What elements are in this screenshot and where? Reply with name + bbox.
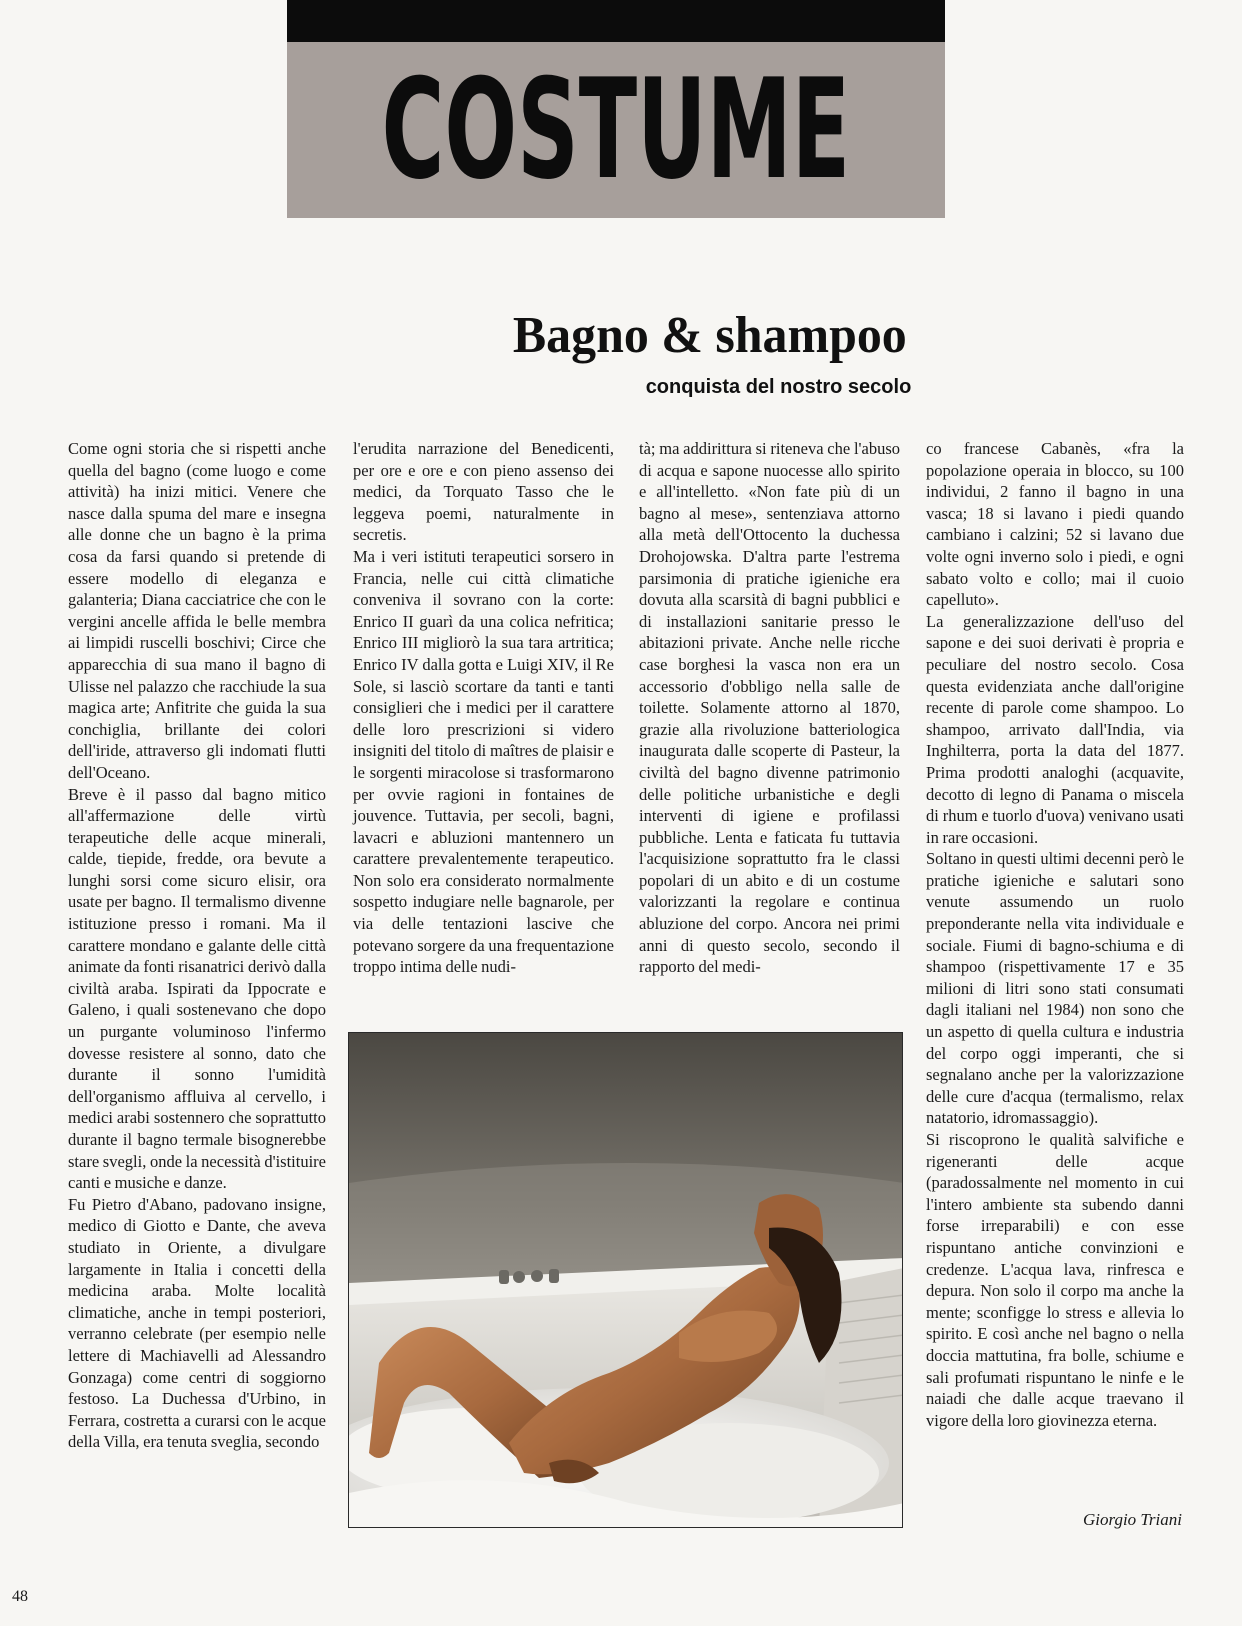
paragraph: Ma i veri istituti terapeutici sorsero in Francia, nelle cui città climatiche conveniva il sovrano con la corte: Enrico II guarì da una colica nefritica; Enrico III migliorò la sua tara artritica; Enrico IV dalla gotta e Luigi XIV, il Re Sole, si lasciò scortare da tanti e tanti consiglieri che i medici per il carattere delle loro prescrizioni si videro insigniti del titolo di maîtres de plaisir e le sorgenti miracolose si trasformarono per ovvie ragioni in fontaines de jouvence. Tuttavia, per secoli, bagni, lavacri e abluzioni mantennero un carattere prevalentemente terapeutico. Non solo era considerato normalmente sospetto indugiare nelle bagnarole, per via delle tentazioni lascive che potevano sorgere da una frequentazione troppo intima delle nudi- xyxy=(353,546,614,977)
page-number: 48 xyxy=(12,1588,28,1605)
paragraph: Si riscoprono le qualità salvifiche e rigeneranti delle acque (paradossalmente nel momento in cui l'intero ambiente sta subendo danni forse irreparabili) e con esse rispuntano antiche convinzioni e credenze. L'acqua lava, rinfresca e depura. Non solo il corpo ma anche la mente; sconfigge lo stress e allevia lo spirito. E così anche nel bagno o nella doccia mattutina, fra bolle, schiume e sali profumati rispuntano le ninfe e le naiadi che dalle acque traevano il vigore della loro giovinezza eterna. xyxy=(926,1130,1184,1430)
text-column-1 xyxy=(68,438,326,1453)
section-title: COSTUME xyxy=(381,49,851,210)
section-header xyxy=(287,42,945,218)
bath-photograph xyxy=(348,1032,903,1528)
article-subtitle: conquista del nostro secolo xyxy=(645,376,912,398)
author-byline: Giorgio Triani xyxy=(1082,1510,1182,1529)
text-column-2 xyxy=(353,438,614,978)
paragraph: Fu Pietro d'Abano, padovano insigne, medico di Giotto e Dante, che aveva studiato in Oriente, a divulgare largamente in Italia i concetti della medicina araba. Molte località climatiche, anche in tempi posteriori, verranno celebrate (per esempio nelle lettere di Machiavelli ad Alessandro Gonzaga) come centri di soggiorno festoso. La Duchessa d'Urbino, in Ferrara, costretta a curarsi con le acque della Villa, era tenuta sveglia, secondo xyxy=(68,1194,326,1452)
header-black-band xyxy=(287,0,945,42)
paragraph: Breve è il passo dal bagno mitico all'affermazione delle virtù terapeutiche delle acque minerali, calde, tiepide, fredde, ora bevute a lunghi sorsi come sicuro elisir, ora usate per bagno. Il termalismo divenne istituzione presso i romani. Ma il carattere mondano e galante delle città animate da fonti risanatrici derivò dalla civiltà araba. Ispirati da Ippocrate e Galeno, i quali sostenevano che dopo un purgante voluminoso l'infermo dovesse resistere al sonno, dato che durante il sonno l'umidità dell'organismo affluiva al cervello, i medici arabi sostennero che soprattutto durante il bagno termale bisognerebbe stare svegli, onde la necessità d'istituire canti e musiche e danze. xyxy=(68,784,326,1193)
text-column-3 xyxy=(639,438,900,978)
paragraph: Come ogni storia che si rispetti anche quella del bagno (come luogo e come attività) ha inizi mitici. Venere che nasce dalla spuma del mare e insegna alle donne che un bagno è la prima cosa da farsi quando si pretende di essere modello di eleganza e galanteria; Diana cacciatrice che con le vergini ancelle affida le belle membra ai limpidi ruscelli boschivi; Circe che apparecchia di sua mano il bagno di Ulisse nel palazzo che racchiude la sua magica arte; Anfitrite che guida la sua conchiglia, brillante dei colori dell'iride, attraverso gli indomati flutti dell'Oceano. xyxy=(68,439,326,782)
text-column-4 xyxy=(926,438,1184,1431)
paragraph: co francese Cabanès, «fra la popolazione operaia in blocco, su 100 individui, 2 fanno il bagno in una vasca; 18 si lavano i piedi quando cambiano i calzini; 52 si lavano due volte ogni inverno solo i piedi, e ogni sabato volto e collo; mai il cuoio capelluto». xyxy=(926,439,1184,610)
article-title: Bagno & shampoo xyxy=(512,307,907,364)
paragraph: l'erudita narrazione del Benedicenti, per ore e ore e con pieno assenso dei medici, da Torquato Tasso che le leggeva poemi, naturalmente in secretis. xyxy=(353,439,614,545)
paragraph: tà; ma addirittura si riteneva che l'abuso di acqua e sapone nuocesse allo spirito e all'intelletto. «Non fate più di un bagno al mese», sentenziava attorno alla metà dell'Ottocento la duchessa Drohojowska. D'altra parte l'estrema parsimonia di pratiche igieniche era dovuta alla scarsità di bagni pubblici e di installazioni sanitarie presso le abitazioni private. Anche nelle ricche case borghesi la vasca non era un accessorio d'obbligo nella salle de toilette. Solamente attorno al 1870, grazie alla rivoluzione batteriologica inaugurata dalle scoperte di Pasteur, la civiltà del bagno divenne patrimonio delle politiche urbanistiche e degli interventi di igiene e profilassi pubbliche. Lenta e faticata fu tuttavia l'acquisizione soprattutto fra le classi popolari di un abito e di un costume valorizzanti la regolare e continua abluzione del corpo. Ancora nei primi anni di questo secolo, secondo il rapporto del medi- xyxy=(639,439,900,977)
paragraph: La generalizzazione dell'uso del sapone e dei suoi derivati è propria e peculiare del nostro secolo. Cosa questa evidenziata anche dall'origine recente di parole come shampoo. Lo shampoo, arrivato dall'India, via Inghilterra, porta la data del 1877. Prima prodotti analoghi (acquavite, decotto di legno di Panama o miscela di rhum e tuorlo d'uova) venivano usati in rare occasioni. xyxy=(926,611,1184,847)
paragraph: Soltano in questi ultimi decenni però le pratiche igieniche e salutari sono venute assumendo un ruolo preponderante nella vita individuale e sociale. Fiumi di bagno-schiuma e di shampoo (rispettivamente 17 e 35 milioni di litri sono stati consumati dagli italiani nel 1984) non sono che un aspetto di quella cultura e industria del corpo oggi imperanti, che si segnalano anche per la valorizzazione delle cure d'acqua (termalismo, relax natatorio, idromassaggio). xyxy=(926,849,1184,1128)
